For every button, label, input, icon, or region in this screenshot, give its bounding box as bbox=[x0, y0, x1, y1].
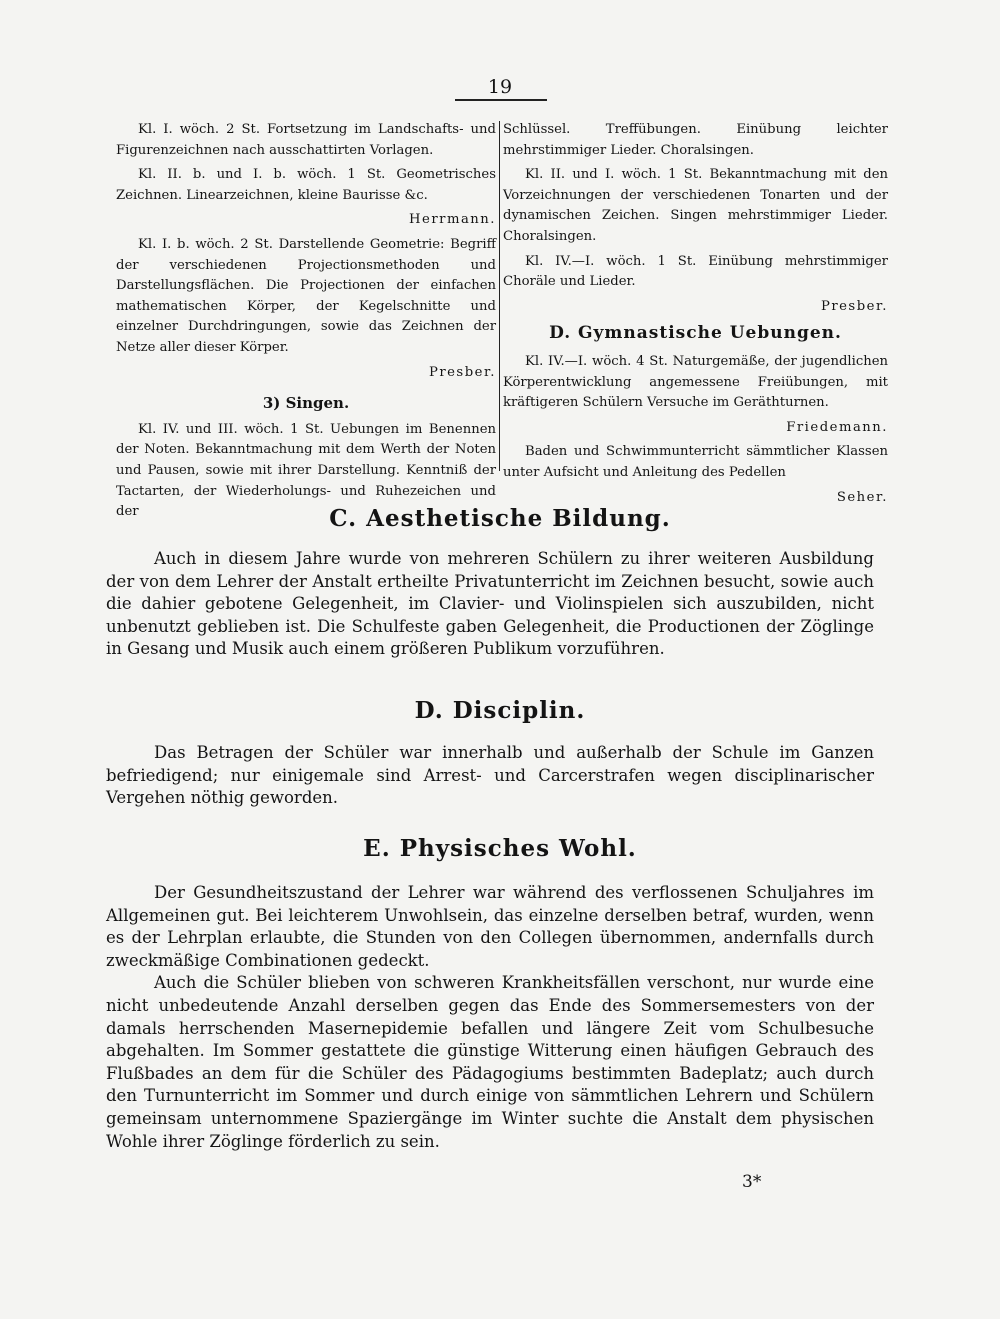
section-c-paragraph: Auch in diesem Jahre wurde von mehreren Schülern zu ihrer weiteren Ausbildung der von dem Lehrer der Anstalt ertheilte Privatunterricht im Zeichnen besucht, sowie auch die dahier gebotene Gelegenheit, im Clavier- und Violinspielen sich auszubilden, nicht unbenutzt geblieben ist. Die Schulfeste gaben Gelegenheit, die Productionen der Zöglinge in Gesang und Musik auch einem größeren Publikum vorzuführen. bbox=[106, 549, 874, 659]
left-paragraph: Kl. I. b. wöch. 2 St. Darstellende Geometrie: Begriff der verschiedenen Projectionsmethoden und Darstellungsflächen. Die Projectionen der einfachen mathematischen Körper, der Kegelschnitte und einzelner Durchdringungen, sowie das Zeichnen der Netze aller dieser Körper. bbox=[116, 236, 496, 355]
section-e-paragraph: Auch die Schüler blieben von schweren Krankheitsfällen verschont, nur wurde eine nicht unbedeutende Anzahl derselben gegen das Ende des Sommersemesters von der damals herrschenden Masernepidemie befallen und längere Zeit vom Schulbesuche abgehalten. Im Sommer gestattete die günstige Witterung einen häufigen Gebrauch des Flußbades an dem für die Schüler des Pädagogiums bestimmten Badeplatz; auch durch den Turnunterricht im Sommer und durch einige von sämmtlichen Lehrern und Schülern gemeinsam unternommene Spaziergänge im Winter suchte die Anstalt dem physischen Wohle ihrer Zöglinge förderlich zu sein. bbox=[106, 973, 874, 1151]
section-title-c: C. Aesthetische Bildung. bbox=[329, 505, 671, 532]
section-title-e: E. Physisches Wohl. bbox=[363, 835, 637, 862]
section-e-paragraph: Der Gesundheitszustand der Lehrer war während des verflossenen Schuljahres im Allgemeinen gut. Bei leichterem Unwohlsein, das einzelne derselben betraf, wurden, wenn es der Lehrplan erlaubte, die Stunden von den Collegen übernommen, andernfalls durch zweckmäßige Combinationen gedeckt. bbox=[106, 883, 874, 970]
right-paragraph: Kl. IV.—I. wöch. 1 St. Einübung mehrstimmiger Choräle und Lieder. bbox=[503, 253, 888, 290]
right-paragraph: Kl. IV.—I. wöch. 4 St. Naturgemäße, der jugendlichen Körperentwicklung angemessene Freiübungen, mit kräftigeren Schülern Versuche im Geräthturnen. bbox=[503, 353, 888, 411]
left-paragraph: Kl. IV. und III. wöch. 1 St. Uebungen im Benennen der Noten. Bekanntmachung mit dem Werth der Noten und Pausen, sowie mit ihrer Darstellung. Kenntniß der Tactarten, der Wiederholungs- und Ruhezeichen und der bbox=[116, 421, 496, 520]
right-paragraph: Schlüssel. Treffübungen. Einübung leichter mehrstimmiger Lieder. Choralsingen. bbox=[503, 122, 888, 158]
teacher-signature: Herrmann. bbox=[409, 212, 496, 228]
section-c-body bbox=[106, 548, 874, 661]
left-paragraph: Kl. II. b. und I. b. wöch. 1 St. Geometrisches Zeichnen. Linearzeichnen, kleine Baurisse &c. bbox=[116, 167, 496, 203]
teacher-signature: Friedemann. bbox=[786, 419, 888, 435]
right-column bbox=[503, 120, 888, 512]
left-column bbox=[116, 120, 496, 527]
section-e-body bbox=[106, 882, 874, 1153]
section-d-paragraph: Das Betragen der Schüler war innerhalb und außerhalb der Schule im Ganzen befriedigend; nur einigemale sind Arrest- und Carcerstrafen wegen disciplinarischer Vergehen nöthig geworden. bbox=[106, 743, 874, 808]
right-paragraph: Kl. II. und I. wöch. 1 St. Bekanntmachung mit den Vorzeichnungen der verschiedenen Tonarten und der dynamischen Zeichen. Singen mehrstimmiger Lieder. Choralsingen. bbox=[503, 167, 888, 244]
subsection-heading: 3) Singen. bbox=[262, 394, 350, 413]
header-rule bbox=[455, 99, 547, 101]
right-paragraph: Baden und Schwimmunterricht sämmtlicher Klassen unter Aufsicht und Anleitung des Pedellen bbox=[503, 444, 888, 480]
page-number: 19 bbox=[487, 76, 513, 98]
section-title-d: D. Disciplin. bbox=[414, 697, 586, 724]
left-paragraph: Kl. I. wöch. 2 St. Fortsetzung im Landschafts- und Figurenzeichnen nach ausschattirten Vorlagen. bbox=[116, 122, 496, 158]
column-divider bbox=[499, 121, 500, 471]
printer-signature-mark: 3* bbox=[742, 1172, 762, 1192]
teacher-signature: Seher. bbox=[836, 489, 888, 505]
subsection-heading: D. Gymnastische Uebungen. bbox=[549, 323, 842, 344]
teacher-signature: Presber. bbox=[820, 298, 888, 314]
section-d-body bbox=[106, 742, 874, 810]
teacher-signature: Presber. bbox=[428, 364, 496, 380]
